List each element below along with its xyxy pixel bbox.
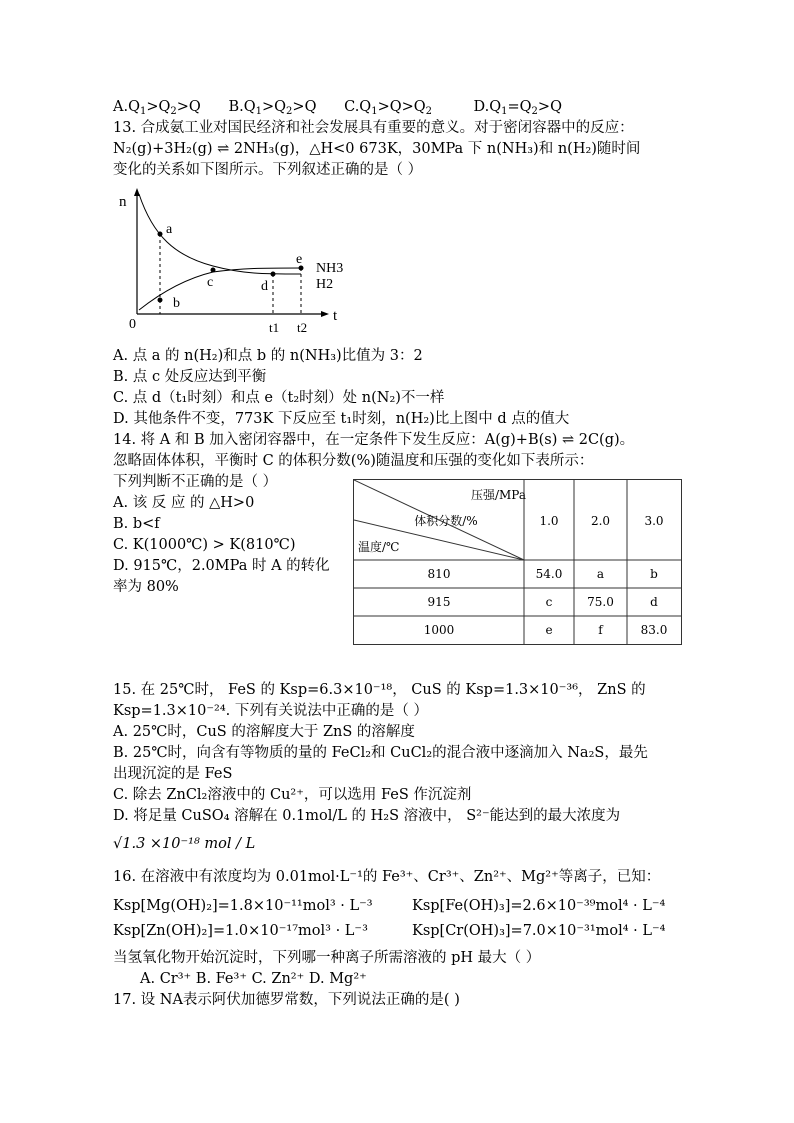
q13-stem-3: 变化的关系如下图所示。下列叙述正确的是（ ） (113, 162, 423, 178)
q15-option-b-1: B. 25℃时，向含有等物质的量的 FeCl₂和 CuCl₂的混合液中逐滴加入 Na₂S，最先 (113, 745, 648, 761)
q17-stem-1: 17. 设 NA表示阿伏加德罗常数，下列说法正确的是( ) (113, 992, 460, 1008)
header-pressure: 压强/MPa (470, 488, 526, 502)
row-temp: 915 (427, 595, 451, 609)
label-c: c (207, 275, 214, 290)
q15-option-d-1: D. 将足量 CuSO₄ 溶解在 0.1mol/L 的 H₂S 溶液中， S²⁻能达到的最大浓度为 (113, 808, 621, 824)
point-c (211, 268, 216, 273)
q15-option-a: A. 25℃时，CuS 的溶解度大于 ZnS 的溶解度 (113, 724, 415, 740)
x-axis-arrow (321, 311, 329, 317)
q13-stem-2: N₂(g)+3H₂(g) ⇌ 2NH₃(g)，△H<0 673K，30MPa 下 n(NH₃)和 n(H₂)随时间 (113, 141, 641, 157)
col-3: 3.0 (644, 514, 664, 528)
point-d (271, 272, 276, 277)
label-a: a (166, 222, 173, 237)
q16-stem-2: 当氢氧化物开始沉淀时，下列哪一种离子所需溶液的 pH 最大（ ） (113, 950, 541, 966)
label-n: n (119, 194, 127, 210)
q12-options: $A.Q_1>Q_2>Q$ $B.Q_1>Q_2>Q$ $C.Q_1>Q>Q_2$ $D.Q_1=Q_2>Q$ (113, 99, 562, 117)
header-temp: 温度/℃ (358, 540, 400, 554)
q16-ksp-mg: Ksp[Mg(OH)₂]=1.8×10⁻¹¹mol³ · L⁻³ (113, 898, 373, 914)
q13-option-c: C. 点 d（t₁时刻）和点 e（t₂时刻）处 n(N₂)不一样 (113, 390, 445, 406)
q13-stem-1: 13. 合成氨工业对国民经济和社会发展具有重要的意义。对于密闭容器中的反应： (113, 120, 634, 136)
q15-stem-2: Ksp=1.3×10⁻²⁴. 下列有关说法中正确的是（ ） (113, 703, 428, 719)
q15-stem-1: 15. 在 25℃时， FeS 的 Ksp=6.3×10⁻¹⁸， CuS 的 Ksp=1.3×10⁻³⁶， ZnS 的 (113, 682, 646, 698)
q13-chart (113, 186, 363, 336)
cell: a (596, 567, 605, 581)
q16-ksp-zn: Ksp[Zn(OH)₂]=1.0×10⁻¹⁷mol³ · L⁻³ (113, 923, 368, 939)
label-e: e (296, 252, 303, 267)
header-fraction: 体积分数/% (414, 514, 478, 528)
label-t1: t1 (269, 320, 280, 335)
q14-option-d-2: 率为 80% (113, 579, 179, 595)
q14-table (353, 479, 682, 645)
q13-option-a: A. 点 a 的 n(H₂)和点 b 的 n(NH₃)比值为 3：2 (113, 348, 423, 364)
label-b: b (173, 296, 180, 311)
label-d: d (261, 279, 268, 294)
label-t2: t2 (297, 320, 308, 335)
q13-option-b: B. 点 c 处反应达到平衡 (113, 369, 267, 385)
label-t: t (333, 308, 338, 324)
label-nh3: NH3 (316, 261, 344, 276)
q13-option-d: D. 其他条件不变，773K 下反应至 t₁时刻，n(H₂)比上图中 d 点的值大 (113, 411, 570, 427)
label-origin: 0 (129, 317, 136, 332)
q14-stem-2: 忽略固体体积，平衡时 C 的体积分数(%)随温度和压强的变化如下表所示： (113, 453, 594, 469)
q15-option-d-2: √1.3 ×10⁻¹⁸ mol / L (113, 836, 256, 852)
point-a (158, 232, 163, 237)
cell: c (545, 595, 553, 609)
cell: 75.0 (587, 595, 614, 609)
h2-curve (139, 194, 301, 274)
cell: 54.0 (535, 567, 563, 581)
q14-option-c: C. K(1000℃) > K(810℃) (113, 537, 296, 553)
cell: d (650, 595, 658, 609)
row-temp: 1000 (423, 623, 455, 637)
label-h2: H2 (316, 277, 334, 292)
q16-ksp-cr: Ksp[Cr(OH)₃]=7.0×10⁻³¹mol⁴ · L⁻⁴ (412, 923, 666, 939)
q14-stem-3: 下列判断不正确的是（ ） (113, 474, 278, 490)
q15-option-b-2: 出现沉淀的是 FeS (113, 766, 233, 782)
q14-stem-1: 14. 将 A 和 B 加入密闭容器中，在一定条件下发生反应：A(g)+B(s) ⇌ 2C(g)。 (113, 432, 635, 448)
q14-option-d-1: D. 915℃，2.0MPa 时 A 的转化 (113, 558, 330, 574)
point-b (158, 298, 163, 303)
col-2: 2.0 (590, 514, 611, 528)
col-1: 1.0 (539, 514, 559, 528)
q16-ksp-fe: Ksp[Fe(OH)₃]=2.6×10⁻³⁹mol⁴ · L⁻⁴ (412, 898, 666, 914)
q14-option-b: B. b<f (113, 516, 160, 532)
q15-option-c: C. 除去 ZnCl₂溶液中的 Cu²⁺，可以选用 FeS 作沉淀剂 (113, 787, 472, 803)
cell: b (650, 567, 658, 581)
cell: e (545, 623, 553, 637)
row-temp: 810 (427, 567, 451, 581)
q16-stem-1: 16. 在溶液中有浓度均为 0.01mol·L⁻¹的 Fe³⁺、Cr³⁺、Zn²⁺、Mg²⁺等离子，已知： (113, 869, 661, 885)
cell: f (598, 623, 603, 637)
cell: 83.0 (640, 623, 668, 637)
q14-option-a: A. 该 反 应 的 △H>0 (113, 495, 255, 511)
q16-options: A. Cr³⁺ B. Fe³⁺ C. Zn²⁺ D. Mg²⁺ (140, 971, 367, 987)
